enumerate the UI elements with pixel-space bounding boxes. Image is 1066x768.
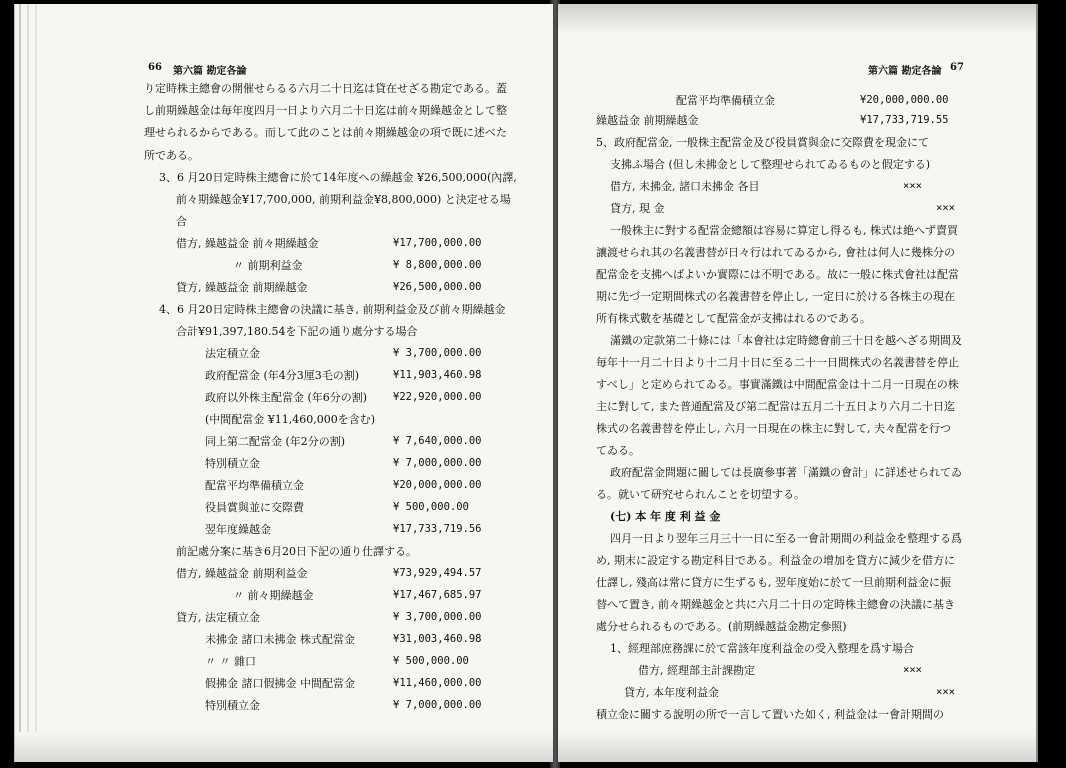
allocation-item: 配當平均準備積立金 bbox=[205, 479, 304, 492]
allocation-amount: ¥22,920,000.00 bbox=[393, 391, 482, 403]
allocation-item: 政府配當金 (年4分3厘3毛の割) bbox=[205, 369, 360, 382]
page-edge bbox=[35, 4, 37, 762]
body-line: 一般株主に對する配當金總額は容易に算定し得るも, 株式は絶へず賣買 bbox=[610, 224, 958, 237]
body-line: 前記處分案に基き6月20日下記の通り仕譯する。 bbox=[176, 545, 417, 558]
allocation-amount: ¥17,733,719.56 bbox=[393, 523, 482, 535]
journal-line: 繰越益金 前期繰越金 bbox=[596, 114, 699, 127]
journal-line: 借方, 繰越益金 前期利益金 bbox=[176, 567, 308, 580]
allocation-item: 翌年度繰越金 bbox=[205, 523, 271, 536]
journal-line: 借方, 未拂金, 諸口未拂金 各目 bbox=[610, 180, 760, 193]
body-line: 理せられるからである。而して此のことは前々期繰越金の項で既に述べた bbox=[144, 126, 507, 139]
journal-amount: ¥ 3,700,000.00 bbox=[393, 611, 482, 623]
body-line: り定時株主總會の開催せらるる六月二十日迄は貸在せざる勘定である。蓋 bbox=[144, 82, 507, 95]
journal-line: 〃 前々期繰越金 bbox=[233, 589, 314, 602]
journal-amount: ¥ 7,000,000.00 bbox=[393, 699, 482, 711]
allocation-item: 役員賞與並に交際費 bbox=[205, 501, 304, 514]
body-line: め, 期末に設定する勘定科目である。利益金の增加を貸方に減少を借方に bbox=[596, 554, 955, 567]
body-line: てゐる。 bbox=[596, 444, 640, 457]
scan-shadow bbox=[558, 4, 1036, 34]
body-line: 合 bbox=[176, 215, 187, 228]
journal-amount: ××× bbox=[903, 664, 922, 676]
body-line: 政府配當金問題に關しては長廣參事著「滿鐵の會計」に詳述せられてゐ bbox=[610, 466, 962, 479]
allocation-amount: ¥11,903,460.98 bbox=[393, 369, 482, 381]
allocation-item: 政府以外株主配當金 (年6分の割) bbox=[205, 391, 368, 404]
scan-shadow bbox=[15, 732, 553, 762]
journal-line: 假拂金 諸口假拂金 中間配當金 bbox=[205, 677, 355, 690]
body-line: 配當金を支拂へばよいか實際には不明である。故に一般に株式會社は配當 bbox=[596, 268, 959, 281]
allocation-item: 法定積立金 bbox=[205, 347, 260, 360]
allocation-amount: ¥ 500,000.00 bbox=[393, 501, 469, 513]
body-line: 合計¥91,397,180.54を下記の通り處分する場合 bbox=[176, 325, 418, 338]
journal-amount: ¥ 8,800,000.00 bbox=[393, 259, 482, 271]
body-line: 株式の名義書替を停止し, 六月一日現在の株主に對して, 夫々配當を行つ bbox=[596, 422, 951, 435]
body-line: 前々期繰越金¥17,700,000, 前期利益金¥8,800,000) と決定せる場 bbox=[176, 193, 511, 206]
journal-amount: ××× bbox=[936, 202, 955, 214]
journal-line: 未拂金 諸口未拂金 株式配當金 bbox=[205, 633, 355, 646]
body-line: 4、6 月20日定時株主總會の決議に基き, 前期利益金及び前々期繰越金 bbox=[159, 303, 506, 316]
journal-amount: ¥ 500,000.00 bbox=[393, 655, 469, 667]
journal-line: 〃 前期利益金 bbox=[233, 259, 303, 272]
left-page bbox=[14, 4, 553, 762]
body-line: 1、經理部庶務課に於て當該年度利益金の受入整理を爲す場合 bbox=[610, 642, 914, 655]
body-line: 處分せられるものである。(前期繰越益金勘定參照) bbox=[596, 620, 847, 633]
body-line: 讓渡せられ其の名義書替が日々行はれてゐるから, 會社は何人に幾株分の bbox=[596, 246, 955, 259]
journal-amount: ¥26,500,000.00 bbox=[393, 281, 482, 293]
body-line: 3、6 月20日定時株主總會に於て14年度への繰越金 ¥26,500,000(內譯, bbox=[159, 171, 517, 184]
body-line: 5、政府配當金, 一般株主配當金及び役員賞與金に交際費を現金にて bbox=[596, 136, 929, 149]
chapter-header: 第六篇 勘定各論 bbox=[868, 66, 942, 77]
body-line: 積立金に關する說明の所で一言して置いた如く, 利益金は一會計期間の bbox=[596, 708, 944, 721]
allocation-item: 同上第二配當金 (年2分の割) bbox=[205, 435, 346, 448]
page-edge bbox=[27, 4, 29, 762]
journal-line: 特別積立金 bbox=[205, 699, 260, 712]
journal-amount: ¥73,929,494.57 bbox=[393, 567, 482, 579]
allocation-amount: ¥ 7,000,000.00 bbox=[393, 457, 482, 469]
body-line: 主に對して, また普通配當及び第二配當は五月二十五日より六月二十日迄 bbox=[596, 400, 955, 413]
page-number: 66 bbox=[148, 62, 162, 73]
body-line: 毎年十一月二十日より十二月十日に至る二十一日間株式の名義書替を停止 bbox=[596, 356, 959, 369]
allocation-amount: ¥20,000,000.00 bbox=[393, 479, 482, 491]
right-page bbox=[558, 4, 1038, 762]
journal-amount: ¥17,467,685.97 bbox=[393, 589, 482, 601]
journal-amount: ¥11,460,000.00 bbox=[393, 677, 482, 689]
journal-line: 貸方, 繰越益金 前期繰越金 bbox=[176, 281, 308, 294]
journal-amount: ¥17,700,000.00 bbox=[393, 237, 482, 249]
journal-line: 貸方, 本年度利益金 bbox=[624, 686, 719, 699]
body-line: 支拂ふ場合 (但し未拂金として整理せられてゐるものと假定する) bbox=[610, 158, 931, 171]
chapter-header: 第六篇 勘定各論 bbox=[173, 66, 247, 77]
journal-amount: ¥20,000,000.00 bbox=[860, 94, 949, 106]
journal-amount: ××× bbox=[936, 686, 955, 698]
journal-line: 貸方, 法定積立金 bbox=[176, 611, 260, 624]
body-line: 所である。 bbox=[144, 149, 199, 162]
section-heading: (七) 本 年 度 利 益 金 bbox=[610, 510, 721, 523]
body-line: 替へて置き, 前々期繰越金と共に六月二十日の定時株主總會の決議に基き bbox=[596, 598, 955, 611]
body-line: 滿鐵の定款第二十條には「本會社は定時總會前三十日を越へざる期間及 bbox=[610, 334, 962, 347]
journal-line: 貸方, 現 金 bbox=[610, 202, 665, 215]
body-line: すべし」と定められてゐる。事實滿鐵は中間配當金は十二月一日現在の株 bbox=[596, 378, 959, 391]
allocation-item: 特別積立金 bbox=[205, 457, 260, 470]
body-line: 仕譯し, 殘高は常に貸方に生ずるも, 翌年度始に於て一旦前期利益金に振 bbox=[596, 576, 951, 589]
page-number: 67 bbox=[950, 62, 964, 73]
page-edge bbox=[19, 4, 21, 762]
journal-amount: ¥17,733,719.55 bbox=[860, 114, 949, 126]
body-line: し前期繰越金は毎年度四月一日より六月二十日迄は前々期繰越金として整 bbox=[144, 104, 507, 117]
scan-shadow bbox=[558, 732, 1036, 762]
allocation-amount: ¥ 3,700,000.00 bbox=[393, 347, 482, 359]
body-line: 四月一日より翌年三月三十一日に至る一會計期間の利益金を整理する爲 bbox=[610, 532, 962, 545]
allocation-item: (中間配當金 ¥11,460,000を含む) bbox=[205, 413, 376, 426]
body-line: る。就いて研究せられんことを切望する。 bbox=[596, 488, 805, 501]
journal-amount: ××× bbox=[903, 180, 922, 192]
journal-line: 借方, 經理部主計課勘定 bbox=[638, 664, 755, 677]
journal-amount: ¥31,003,460.98 bbox=[393, 633, 482, 645]
journal-line: 〃 〃 雜口 bbox=[205, 655, 256, 668]
journal-line: 配當平均準備積立金 bbox=[676, 94, 775, 107]
body-line: 所有株式數を基礎として配當金が支拂はれるのである。 bbox=[596, 312, 871, 325]
journal-line: 借方, 繰越益金 前々期繰越金 bbox=[176, 237, 319, 250]
body-line: 期に先づ一定期間株式の名義書替を停止し, 一定日に於ける各株主の現在 bbox=[596, 290, 955, 303]
allocation-amount: ¥ 7,640,000.00 bbox=[393, 435, 482, 447]
